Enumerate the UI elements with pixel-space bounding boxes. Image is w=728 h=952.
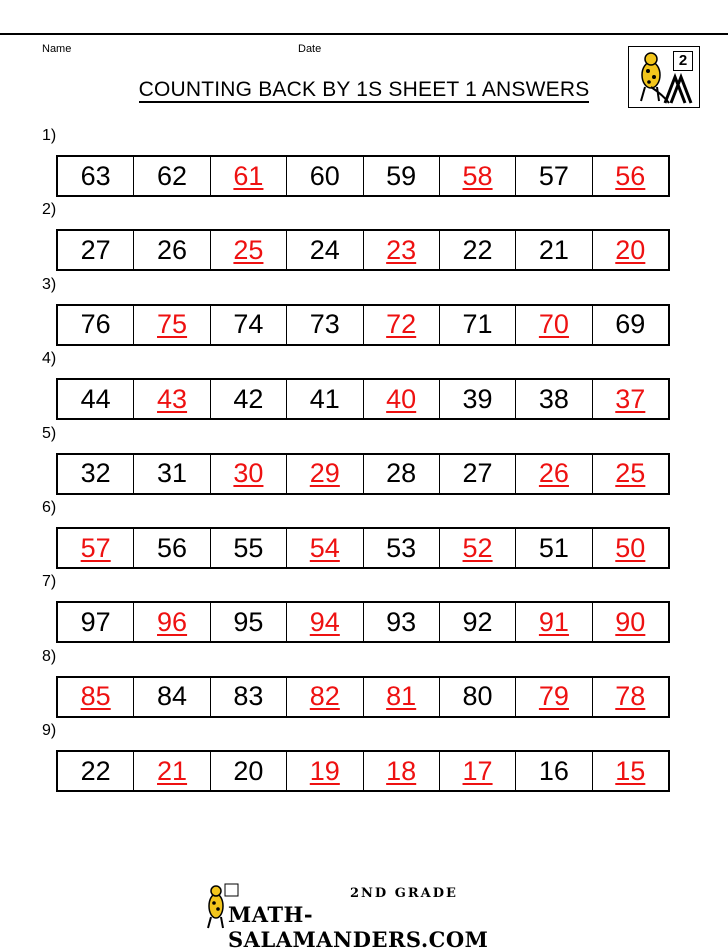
- answer-cell: 18: [364, 752, 440, 790]
- given-cell: 20: [211, 752, 287, 790]
- answer-cell: 72: [364, 306, 440, 344]
- question-number: 4): [42, 350, 57, 368]
- answer-cell: 20: [615, 234, 646, 265]
- answer-cell: 40: [364, 380, 440, 418]
- answer-cell: 96: [134, 603, 210, 641]
- answer-cell: 79: [516, 678, 592, 716]
- question-number: 7): [42, 573, 57, 591]
- given-cell: 84: [134, 678, 210, 716]
- given-cell: 24: [287, 231, 363, 269]
- answer-cell: 17: [440, 752, 516, 790]
- answer-cell: 54: [287, 529, 363, 567]
- page-title: COUNTING BACK BY 1S SHEET 1 ANSWERS: [138, 78, 590, 101]
- answer-cell: 90: [615, 606, 646, 637]
- question-number: 6): [42, 499, 57, 516]
- answer-cell: 82: [287, 678, 363, 716]
- given-cell: 83: [211, 678, 287, 716]
- answer-cell: 57: [58, 529, 134, 567]
- given-cell: 22: [58, 752, 134, 790]
- given-cell: 28: [364, 455, 440, 493]
- given-cell: 95: [211, 603, 287, 641]
- given-cell: 22: [440, 231, 516, 269]
- given-cell: 41: [287, 380, 363, 418]
- answer-cell: 25: [211, 231, 287, 269]
- answer-cell: 26: [516, 455, 592, 493]
- question-number: 1): [42, 127, 57, 144]
- footer-site: MATH-SALAMANDERS.COM: [228, 902, 489, 952]
- given-cell: 42: [211, 380, 287, 418]
- given-cell: 93: [364, 603, 440, 641]
- answer-cell: 50: [615, 532, 646, 563]
- page-title-wrap: [0, 78, 728, 102]
- given-cell: 21: [516, 231, 592, 269]
- question-number: 8): [42, 647, 57, 665]
- given-cell: 56: [134, 529, 210, 567]
- number-row: [56, 453, 670, 495]
- given-cell: 60: [287, 157, 363, 195]
- footer-logo: [200, 880, 530, 952]
- footer-grade: 2ND GRADE: [350, 886, 458, 901]
- answer-cell: 29: [287, 455, 363, 493]
- date-label: Date: [298, 43, 322, 55]
- answer-cell: 78: [615, 681, 646, 712]
- question-number: 5): [42, 424, 57, 442]
- answer-cell: 43: [134, 380, 210, 418]
- answer-cell: 37: [615, 383, 646, 414]
- given-cell: 57: [516, 157, 592, 195]
- number-row: [56, 304, 670, 346]
- answer-cell: 52: [440, 529, 516, 567]
- answer-cell: 19: [287, 752, 363, 790]
- number-row: [56, 601, 670, 643]
- given-cell: 59: [364, 157, 440, 195]
- given-cell: 39: [440, 380, 516, 418]
- answer-cell: 94: [287, 603, 363, 641]
- answer-cell: 61: [211, 157, 287, 195]
- number-row: [56, 750, 670, 792]
- given-cell: 92: [440, 603, 516, 641]
- question-number: 9): [42, 722, 57, 740]
- given-cell: 63: [58, 157, 134, 195]
- given-cell: 55: [211, 529, 287, 567]
- number-row: [56, 229, 670, 271]
- given-cell: 53: [364, 529, 440, 567]
- given-cell: 69: [615, 309, 646, 340]
- logo: [628, 46, 700, 108]
- number-row: [56, 676, 670, 718]
- answer-cell: 25: [615, 458, 646, 489]
- answer-cell: 75: [134, 306, 210, 344]
- answer-cell: 91: [516, 603, 592, 641]
- answer-cell: 56: [615, 160, 646, 191]
- answer-cell: 58: [440, 157, 516, 195]
- number-row: [56, 527, 670, 569]
- given-cell: 31: [134, 455, 210, 493]
- grade-badge: 2: [673, 51, 693, 71]
- given-cell: 80: [440, 678, 516, 716]
- answer-cell: 30: [211, 455, 287, 493]
- answer-cell: 15: [615, 755, 646, 786]
- given-cell: 27: [440, 455, 516, 493]
- given-cell: 73: [287, 306, 363, 344]
- answer-cell: 23: [364, 231, 440, 269]
- number-row: [56, 378, 670, 420]
- answer-cell: 70: [516, 306, 592, 344]
- given-cell: 51: [516, 529, 592, 567]
- answer-cell: 81: [364, 678, 440, 716]
- given-cell: 32: [58, 455, 134, 493]
- given-cell: 71: [440, 306, 516, 344]
- given-cell: 74: [211, 306, 287, 344]
- given-cell: 16: [516, 752, 592, 790]
- question-number: 2): [42, 201, 57, 219]
- given-cell: 27: [58, 231, 134, 269]
- number-row: [56, 155, 670, 197]
- answer-cell: 85: [58, 678, 134, 716]
- given-cell: 97: [58, 603, 134, 641]
- given-cell: 76: [58, 306, 134, 344]
- name-label: Name: [42, 43, 72, 55]
- given-cell: 62: [134, 157, 210, 195]
- top-rule: [0, 33, 728, 35]
- given-cell: 38: [516, 380, 592, 418]
- answer-cell: 21: [134, 752, 210, 790]
- given-cell: 44: [58, 380, 134, 418]
- question-number: 3): [42, 275, 57, 293]
- given-cell: 26: [134, 231, 210, 269]
